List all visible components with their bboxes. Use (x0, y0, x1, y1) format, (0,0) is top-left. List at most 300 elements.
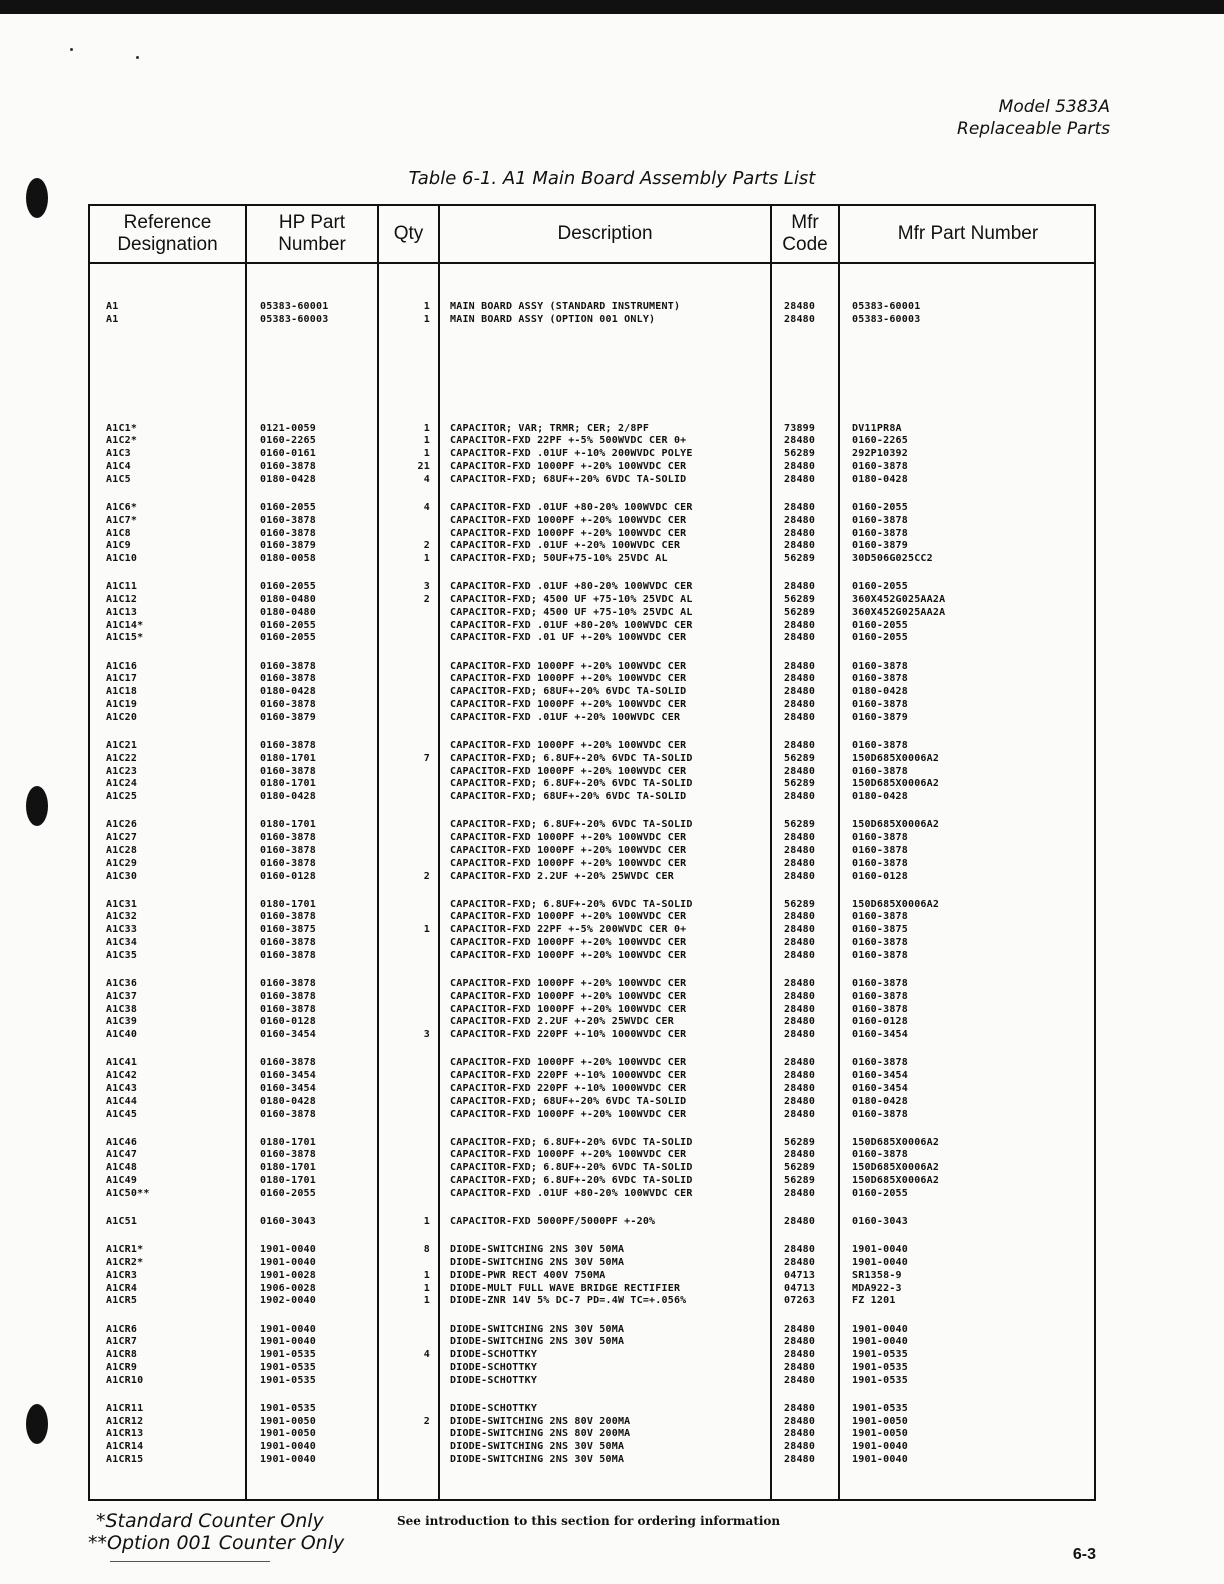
ref-cell: A1C21 (106, 739, 138, 751)
group-spacer (106, 804, 150, 819)
footnote-underline (110, 1561, 270, 1562)
description-cell: CAPACITOR-FXD .01 UF +-20% 100WVDC CER (450, 632, 687, 644)
hp-part-cell: 1901-0040 (260, 1244, 316, 1256)
description-cell: CAPACITOR-FXD; 6.8UF+-20% 6VDC TA-SOLID (450, 819, 693, 831)
group-spacer (450, 963, 693, 978)
description-cell: DIODE-SCHOTTKY (450, 1374, 538, 1386)
hp-part-cell: 0160-3878 (260, 699, 316, 711)
group-spacer (390, 725, 430, 740)
mfr-part-cell: 1901-0535 (852, 1361, 908, 1373)
group-spacer (260, 725, 328, 740)
mfr-code-cell: 28480 (784, 313, 816, 325)
mfr-part-cell: 1901-0535 (852, 1402, 908, 1414)
qty-cell (390, 1375, 430, 1388)
mfr-part-cell: 0160-3878 (852, 949, 908, 961)
ref-cell: A1C48 (106, 1162, 138, 1174)
qty-cell: 1 (423, 1269, 430, 1281)
description-cell: DIODE-SWITCHING 2NS 30V 50MA (450, 1441, 625, 1453)
mfr-part-cell: 150D685X0006A2 (852, 898, 940, 910)
hp-part-cell: 0160-3454 (260, 1070, 316, 1082)
ref-cell: A1C35 (106, 949, 138, 961)
hp-part-cell: 0160-3878 (260, 739, 316, 751)
group-spacer (260, 963, 328, 978)
group-spacer (390, 566, 430, 581)
description-cell: DIODE-ZNR 14V 5% DC-7 PD=.4W TC=+.056% (450, 1295, 687, 1307)
hp-part-cell: 0180-1701 (260, 819, 316, 831)
mfr-code-cell: 28480 (784, 540, 816, 552)
mfr-code-cell: 28480 (784, 1029, 816, 1041)
group-spacer (852, 1388, 945, 1403)
mfr-code-cell: 56289 (784, 1136, 816, 1148)
ref-cell: A1CR14 (106, 1441, 144, 1453)
mfr-part-cell: 1901-0535 (852, 1374, 908, 1386)
qty-cell: 1 (423, 1295, 430, 1307)
ref-cell: A1CR13 (106, 1428, 144, 1440)
hp-part-cell: 1901-0535 (260, 1402, 316, 1414)
group-spacer (260, 1201, 328, 1216)
mfr-part-cell: 0160-3879 (852, 711, 908, 723)
mfr-part-cell: 0160-3878 (852, 857, 908, 869)
mfr-part-cell: 360X452G025AA2A (852, 606, 946, 618)
ref-cell: A1C24 (106, 778, 138, 790)
ref-cell: A1CR15 (106, 1454, 144, 1466)
mfr-part-cell: 30D506G025CC2 (852, 553, 933, 565)
qty-cell (390, 686, 430, 699)
hp-part-cell: 0180-0428 (260, 1095, 316, 1107)
description-cell: CAPACITOR-FXD .01UF +80-20% 100WVDC CER (450, 501, 693, 513)
mfr-part-cell: 0160-2055 (852, 581, 908, 593)
qty-cell: 3 (423, 1029, 430, 1041)
group-spacer (784, 1121, 815, 1136)
hp-part-cell: 0180-1701 (260, 898, 316, 910)
hp-part-cell: 0160-2055 (260, 619, 316, 631)
qty-cell (390, 1162, 430, 1175)
column-divider (245, 206, 247, 1499)
group-spacer (784, 1042, 815, 1057)
mfr-code-cell: 28480 (784, 460, 816, 472)
hp-part-cell: 0160-3878 (260, 673, 316, 685)
hp-part-cell: 0160-3878 (260, 949, 316, 961)
mfr-code-cell: 28480 (784, 301, 816, 312)
mfr-part-cell: 1901-0040 (852, 1441, 908, 1453)
ordering-note: See introduction to this section for ordering information (397, 1514, 781, 1528)
top-black-edge (0, 0, 1224, 14)
description-cell: CAPACITOR-FXD 1000PF +-20% 100WVDC CER (450, 978, 687, 989)
ref-cell: A1C11 (106, 581, 138, 593)
mfr-code-cell: 28480 (784, 699, 816, 711)
qty-cell (390, 1149, 430, 1162)
mfr-code-cell: 28480 (784, 435, 816, 447)
hp-part-cell: 0160-2055 (260, 581, 316, 593)
mfr-code-cell: 28480 (784, 1415, 816, 1427)
description-cell: DIODE-SCHOTTKY (450, 1361, 538, 1373)
description-cell: CAPACITOR-FXD 1000PF +-20% 100WVDC CER (450, 1149, 687, 1161)
group-spacer (106, 1229, 150, 1244)
mfr-code-cell: 28480 (784, 870, 816, 882)
group-spacer (784, 566, 815, 581)
qty-cell: 1 (423, 313, 430, 325)
ref-cell: A1C46 (106, 1136, 138, 1148)
group-spacer (260, 804, 328, 819)
hp-part-cell: 0160-3878 (260, 1108, 316, 1120)
ref-cell: A1C13 (106, 606, 138, 618)
mfr-code-cell: 28480 (784, 1361, 816, 1373)
hp-part-cell: 0160-3878 (260, 857, 316, 869)
mfr-code-cell: 28480 (784, 660, 816, 672)
description-cell: CAPACITOR-FXD 1000PF +-20% 100WVDC CER (450, 1108, 687, 1120)
qty-cell: 1 (423, 924, 430, 936)
hp-part-cell: 1901-0028 (260, 1269, 316, 1281)
description-cell: CAPACITOR-FXD 220PF +-10% 1000WVDC CER (450, 1070, 687, 1082)
hp-part-cell: 0160-2055 (260, 632, 316, 644)
description-cell: CAPACITOR-FXD 1000PF +-20% 100WVDC CER (450, 1057, 687, 1069)
qty-cell (390, 607, 430, 620)
ref-cell: A1C5 (106, 473, 131, 485)
qty-cell: 4 (423, 473, 430, 485)
description-cell: CAPACITOR-FXD 1000PF +-20% 100WVDC CER (450, 990, 687, 1002)
qty-cell (390, 528, 430, 541)
qty-cell (390, 819, 430, 832)
group-spacer (260, 883, 328, 898)
mfr-code-cell: 56289 (784, 819, 816, 831)
ref-cell: A1C47 (106, 1149, 138, 1161)
qty-cell: 3 (423, 581, 430, 593)
hp-part-cell: 0160-3879 (260, 540, 316, 552)
mfr-code-cell: 28480 (784, 1082, 816, 1094)
qty-cell (390, 515, 430, 528)
description-cell: CAPACITOR-FXD 1000PF +-20% 100WVDC CER (450, 949, 687, 961)
qty-cell: 2 (423, 594, 430, 606)
ref-cell: A1C42 (106, 1070, 138, 1082)
group-spacer (450, 883, 693, 898)
group-spacer (852, 1042, 945, 1057)
group-spacer (106, 1308, 150, 1323)
hp-part-column (260, 301, 328, 1467)
group-spacer (390, 1308, 430, 1323)
group-spacer (450, 725, 693, 740)
group-spacer (784, 487, 815, 502)
hp-part-cell: 0160-3878 (260, 460, 316, 472)
mfr-code-cell: 04713 (784, 1269, 816, 1281)
mfr-part-cell: 1901-0040 (852, 1323, 908, 1335)
mfr-part-cell: 0160-3878 (852, 1003, 908, 1015)
group-spacer (784, 327, 815, 423)
mfr-part-cell: 0160-3878 (852, 844, 908, 856)
ref-cell: A1C34 (106, 937, 138, 949)
mfr-part-cell: 0160-2055 (852, 1187, 908, 1199)
description-cell: CAPACITOR-FXD .01UF +80-20% 100WVDC CER (450, 619, 693, 631)
description-cell: CAPACITOR-FXD 1000PF +-20% 100WVDC CER (450, 460, 687, 472)
hp-part-cell: 0160-0128 (260, 1016, 316, 1028)
ref-cell: A1C32 (106, 911, 138, 923)
scan-speck (70, 48, 73, 51)
mfr-part-column (852, 301, 945, 1467)
group-spacer (260, 487, 328, 502)
group-spacer (852, 1121, 945, 1136)
description-cell: DIODE-MULT FULL WAVE BRIDGE RECTIFIER (450, 1282, 681, 1294)
group-spacer (260, 1042, 328, 1057)
group-spacer (450, 1308, 693, 1323)
mfr-part-cell: 0160-3878 (852, 673, 908, 685)
description-cell: CAPACITOR-FXD 1000PF +-20% 100WVDC CER (450, 937, 687, 949)
group-spacer (784, 1229, 815, 1244)
page-number: 6-3 (1072, 1546, 1096, 1563)
group-spacer (390, 1201, 430, 1216)
mfr-part-cell: 360X452G025AA2A (852, 594, 946, 606)
qty-cell (390, 937, 430, 950)
ref-cell: A1CR2* (106, 1256, 144, 1268)
qty-cell (390, 1188, 430, 1201)
qty-cell (390, 1016, 430, 1029)
group-spacer (450, 1042, 693, 1057)
description-cell: CAPACITOR-FXD; 6.8UF+-20% 6VDC TA-SOLID (450, 1175, 693, 1187)
hp-part-cell: 0180-1701 (260, 752, 316, 764)
hp-part-cell: 1901-0535 (260, 1361, 316, 1373)
mfr-code-cell: 28480 (784, 686, 816, 698)
ref-cell: A1C19 (106, 699, 138, 711)
qty-cell (390, 1441, 430, 1454)
hp-part-cell: 0160-3043 (260, 1216, 316, 1228)
ref-cell: A1CR9 (106, 1361, 138, 1373)
ref-cell: A1CR1* (106, 1244, 144, 1256)
ref-cell: A1C16 (106, 660, 138, 672)
hp-part-cell: 0160-2265 (260, 435, 316, 447)
mfr-code-column (784, 301, 815, 1467)
description-cell: CAPACITOR-FXD .01UF +80-20% 100WVDC CER (450, 581, 693, 593)
mfr-code-cell: 28480 (784, 844, 816, 856)
mfr-part-cell: 0160-3878 (852, 765, 908, 777)
mfr-code-cell: 56289 (784, 1175, 816, 1187)
mfr-code-cell: 28480 (784, 832, 816, 844)
group-spacer (390, 327, 430, 423)
description-cell: CAPACITOR-FXD 1000PF +-20% 100WVDC CER (450, 911, 687, 923)
hp-part-cell: 0160-3878 (260, 765, 316, 777)
ref-cell: A1C4 (106, 460, 131, 472)
hp-part-cell: 0160-3879 (260, 711, 316, 723)
mfr-code-cell: 56289 (784, 553, 816, 565)
hp-part-cell: 0160-0161 (260, 448, 316, 460)
ref-cell: A1CR10 (106, 1374, 144, 1386)
group-spacer (260, 645, 328, 660)
ref-cell: A1C3 (106, 448, 131, 460)
qty-cell (390, 1083, 430, 1096)
ref-cell: A1 (106, 301, 119, 312)
column-divider (838, 206, 840, 1499)
ref-cell: A1C44 (106, 1095, 138, 1107)
group-spacer (106, 725, 150, 740)
group-spacer (852, 566, 945, 581)
description-cell: CAPACITOR-FXD 5000PF/5000PF +-20% (450, 1216, 656, 1228)
qty-cell (390, 1070, 430, 1083)
group-spacer (450, 804, 693, 819)
mfr-code-cell: 28480 (784, 1070, 816, 1082)
ref-cell: A1C2* (106, 435, 138, 447)
qty-cell (390, 1324, 430, 1337)
mfr-part-cell: 1901-0040 (852, 1244, 908, 1256)
hp-part-cell: 0160-3878 (260, 1149, 316, 1161)
group-spacer (390, 883, 430, 898)
qty-cell: 4 (423, 1349, 430, 1361)
mfr-part-cell: 150D685X0006A2 (852, 1175, 940, 1187)
mfr-code-cell: 28480 (784, 937, 816, 949)
group-spacer (106, 1201, 150, 1216)
mfr-part-cell: 0160-3878 (852, 832, 908, 844)
description-cell: DIODE-SWITCHING 2NS 80V 200MA (450, 1415, 631, 1427)
hp-part-cell: 1901-0040 (260, 1336, 316, 1348)
group-spacer (784, 725, 815, 740)
group-spacer (106, 1042, 150, 1057)
ref-cell: A1C22 (106, 752, 138, 764)
hp-part-cell: 0160-3878 (260, 911, 316, 923)
group-spacer (390, 1388, 430, 1403)
group-spacer (450, 1201, 693, 1216)
description-cell: MAIN BOARD ASSY (STANDARD INSTRUMENT) (450, 301, 681, 312)
qty-cell: 2 (423, 540, 430, 552)
group-spacer (106, 883, 150, 898)
hp-part-cell: 0160-3454 (260, 1029, 316, 1041)
description-cell: CAPACITOR-FXD 2.2UF +-20% 25WVDC CER (450, 1016, 674, 1028)
qty-cell (390, 1109, 430, 1122)
column-header-description: Description (557, 223, 653, 244)
mfr-part-cell: 1901-0535 (852, 1349, 908, 1361)
qty-cell (390, 858, 430, 871)
group-spacer (852, 804, 945, 819)
description-cell: CAPACITOR-FXD 1000PF +-20% 100WVDC CER (450, 857, 687, 869)
ref-cell: A1C33 (106, 924, 138, 936)
qty-cell (390, 1175, 430, 1188)
ref-cell: A1C18 (106, 686, 138, 698)
group-spacer (106, 963, 150, 978)
group-spacer (852, 327, 945, 423)
group-spacer (390, 645, 430, 660)
mfr-code-cell: 28480 (784, 473, 816, 485)
mfr-code-cell: 28480 (784, 514, 816, 526)
hp-part-cell: 0180-0480 (260, 606, 316, 618)
hp-part-cell: 0160-3878 (260, 844, 316, 856)
mfr-part-cell: 150D685X0006A2 (852, 1162, 940, 1174)
hp-part-cell: 0160-2055 (260, 501, 316, 513)
ref-cell: A1CR5 (106, 1295, 138, 1307)
mfr-code-cell: 28480 (784, 739, 816, 751)
description-cell: CAPACITOR-FXD 1000PF +-20% 100WVDC CER (450, 844, 687, 856)
hp-part-cell: 0180-1701 (260, 1162, 316, 1174)
column-header-reference: Reference Designation (117, 212, 218, 255)
qty-column (390, 301, 430, 1467)
mfr-code-cell: 56289 (784, 448, 816, 460)
group-spacer (852, 1201, 945, 1216)
group-spacer (852, 1229, 945, 1244)
hp-part-cell: 0160-3878 (260, 527, 316, 539)
mfr-part-cell: 150D685X0006A2 (852, 819, 940, 831)
group-spacer (852, 487, 945, 502)
hp-part-cell: 1901-0050 (260, 1415, 316, 1427)
mfr-code-cell: 28480 (784, 632, 816, 644)
ref-cell: A1 (106, 313, 119, 325)
qty-cell: 2 (423, 1415, 430, 1427)
qty-cell (390, 1428, 430, 1441)
header-rule (90, 262, 1094, 264)
group-spacer (390, 1229, 430, 1244)
mfr-part-cell: 1901-0050 (852, 1428, 908, 1440)
ref-cell: A1C15* (106, 632, 144, 644)
mfr-part-cell: FZ 1201 (852, 1295, 896, 1307)
qty-cell (390, 1004, 430, 1017)
mfr-part-cell: 0160-3878 (852, 990, 908, 1002)
description-cell: CAPACITOR-FXD .01UF +-10% 200WVDC POLYE (450, 448, 693, 460)
ref-cell: A1C43 (106, 1082, 138, 1094)
qty-cell: 8 (423, 1244, 430, 1256)
mfr-code-cell: 28480 (784, 1016, 816, 1028)
mfr-part-cell: 0160-3043 (852, 1216, 908, 1228)
mfr-part-cell: 0180-0428 (852, 473, 908, 485)
mfr-part-cell: 0160-3878 (852, 978, 908, 989)
mfr-part-cell: 05383-60001 (852, 301, 921, 312)
column-divider (438, 206, 440, 1499)
mfr-part-cell: 1901-0040 (852, 1454, 908, 1466)
ref-cell: A1C41 (106, 1057, 138, 1069)
group-spacer (450, 1388, 693, 1403)
hp-part-cell: 0180-1701 (260, 1175, 316, 1187)
hp-part-cell: 05383-60003 (260, 313, 329, 325)
group-spacer (852, 883, 945, 898)
qty-cell: 1 (423, 435, 430, 447)
mfr-code-cell: 28480 (784, 673, 816, 685)
mfr-code-cell: 28480 (784, 924, 816, 936)
hp-part-cell: 0180-1701 (260, 778, 316, 790)
hp-part-cell: 1901-0040 (260, 1441, 316, 1453)
ref-cell: A1CR8 (106, 1349, 138, 1361)
hp-part-cell: 0180-1701 (260, 1136, 316, 1148)
description-cell: MAIN BOARD ASSY (OPTION 001 ONLY) (450, 313, 656, 325)
hp-part-cell: 1901-0040 (260, 1454, 316, 1466)
description-cell: CAPACITOR-FXD; 6.8UF+-20% 6VDC TA-SOLID (450, 1162, 693, 1174)
group-spacer (450, 645, 693, 660)
hp-part-cell: 0160-0128 (260, 870, 316, 882)
ref-cell: A1C26 (106, 819, 138, 831)
hp-part-cell: 1906-0028 (260, 1282, 316, 1294)
column-header-qty: Qty (393, 223, 424, 244)
mfr-code-cell: 28480 (784, 791, 816, 803)
mfr-code-cell: 73899 (784, 422, 816, 434)
qty-cell (390, 1096, 430, 1109)
ref-cell: A1C7* (106, 514, 138, 526)
mfr-code-cell: 07263 (784, 1295, 816, 1307)
mfr-part-cell: 1901-0040 (852, 1336, 908, 1348)
description-cell: CAPACITOR-FXD; 6.8UF+-20% 6VDC TA-SOLID (450, 752, 693, 764)
mfr-part-cell: 0160-3878 (852, 514, 908, 526)
mfr-part-cell: 0160-3878 (852, 660, 908, 672)
description-cell: CAPACITOR-FXD; 50UF+75-10% 25VDC AL (450, 553, 668, 565)
mfr-part-cell: 0160-3878 (852, 739, 908, 751)
mfr-part-cell: 0160-0128 (852, 1016, 908, 1028)
mfr-code-cell: 28480 (784, 711, 816, 723)
qty-cell (390, 832, 430, 845)
group-spacer (852, 725, 945, 740)
hp-part-cell: 0160-3878 (260, 832, 316, 844)
hp-part-cell: 0160-3454 (260, 1082, 316, 1094)
description-cell: CAPACITOR-FXD 1000PF +-20% 100WVDC CER (450, 1003, 687, 1015)
description-cell: CAPACITOR-FXD 220PF +-10% 1000WVDC CER (450, 1029, 687, 1041)
mfr-code-cell: 28480 (784, 1336, 816, 1348)
model-header: Model 5383A (998, 97, 1110, 117)
hp-part-cell: 1902-0040 (260, 1295, 316, 1307)
mfr-part-cell: 0160-2055 (852, 632, 908, 644)
mfr-part-cell: 1901-0040 (852, 1256, 908, 1268)
description-cell: DIODE-SWITCHING 2NS 80V 200MA (450, 1428, 631, 1440)
ref-cell: A1C36 (106, 978, 138, 989)
qty-cell (390, 632, 430, 645)
hp-part-cell: 0121-0059 (260, 422, 316, 434)
